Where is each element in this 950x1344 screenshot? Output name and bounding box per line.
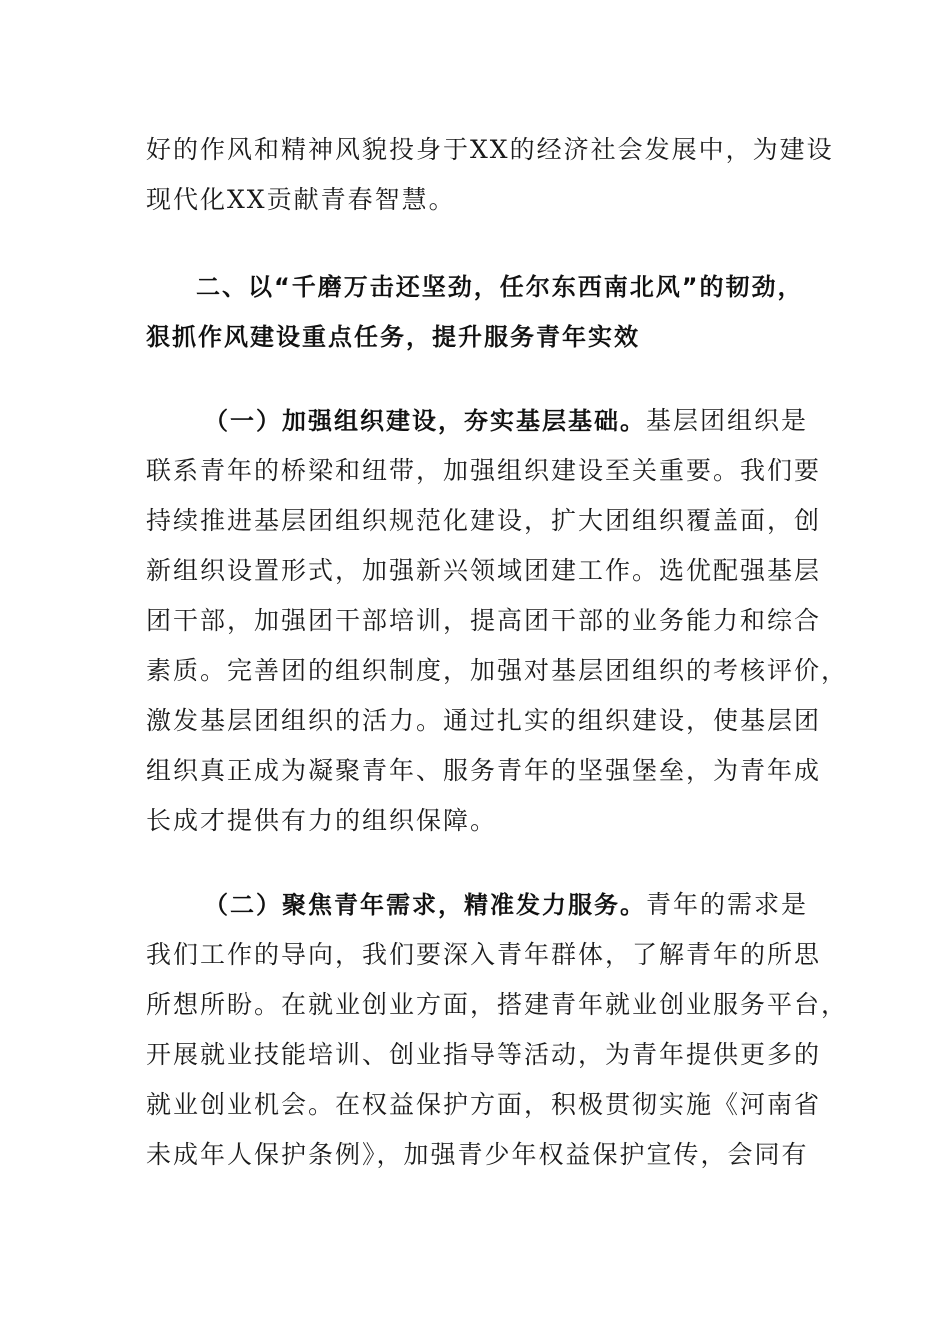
paragraph-lead: （二）聚焦青年需求，精准发力服务。 (204, 891, 646, 919)
paragraph-organization (146, 396, 849, 846)
text-line: 就业创业机会。在权益保护方面，积极贯彻实施《河南省 (146, 1090, 822, 1119)
paragraph-first-line (146, 396, 809, 446)
text-line: 联系青年的桥梁和纽带，加强组织建设至关重要。我们要 (146, 456, 822, 485)
text-line: 好的作风和精神风貌投身于XX的经济社会发展中，为建设 (146, 135, 834, 164)
text-line: 长成才提供有力的组织保障。 (146, 806, 498, 835)
text-line: 团干部，加强团干部培训，提高团干部的业务能力和综合 (146, 606, 822, 635)
paragraph-first-line (146, 880, 809, 930)
text-line: 开展就业技能培训、创业指导等活动，为青年提供更多的 (146, 1040, 822, 1069)
paragraph-lead: （一）加强组织建设，夯实基层基础。 (204, 407, 646, 435)
paragraph-youth-needs (146, 880, 849, 1180)
paragraph-first-rest: 基层团组织是 (646, 406, 809, 435)
heading-line: 狠抓作风建设重点任务，提升服务青年实效 (146, 323, 640, 351)
text-line: 现代化XX贡献青春智慧。 (146, 185, 456, 214)
paragraph-first-rest: 青年的需求是 (646, 890, 809, 919)
text-line: 激发基层团组织的活力。通过扎实的组织建设，使基层团 (146, 706, 822, 735)
text-line: 持续推进基层团组织规范化建设，扩大团组织覆盖面，创 (146, 506, 822, 535)
text-line: 素质。完善团的组织制度，加强对基层团组织的考核评价， (146, 656, 849, 685)
section-heading (146, 262, 806, 362)
text-line: 组织真正成为凝聚青年、服务青年的坚强堡垒，为青年成 (146, 756, 822, 785)
text-line: 所想所盼。在就业创业方面，搭建青年就业创业服务平台， (146, 990, 849, 1019)
heading-line: 二、以“千磨万击还坚劲，任尔东西南北风”的韧劲， (196, 273, 804, 301)
text-line: 未成年人保护条例》，加强青少年权益保护宣传，会同有 (146, 1140, 809, 1169)
text-line: 我们工作的导向，我们要深入青年群体，了解青年的所思 (146, 940, 822, 969)
text-line: 新组织设置形式，加强新兴领域团建工作。选优配强基层 (146, 556, 822, 585)
continuation-paragraph (146, 125, 834, 225)
